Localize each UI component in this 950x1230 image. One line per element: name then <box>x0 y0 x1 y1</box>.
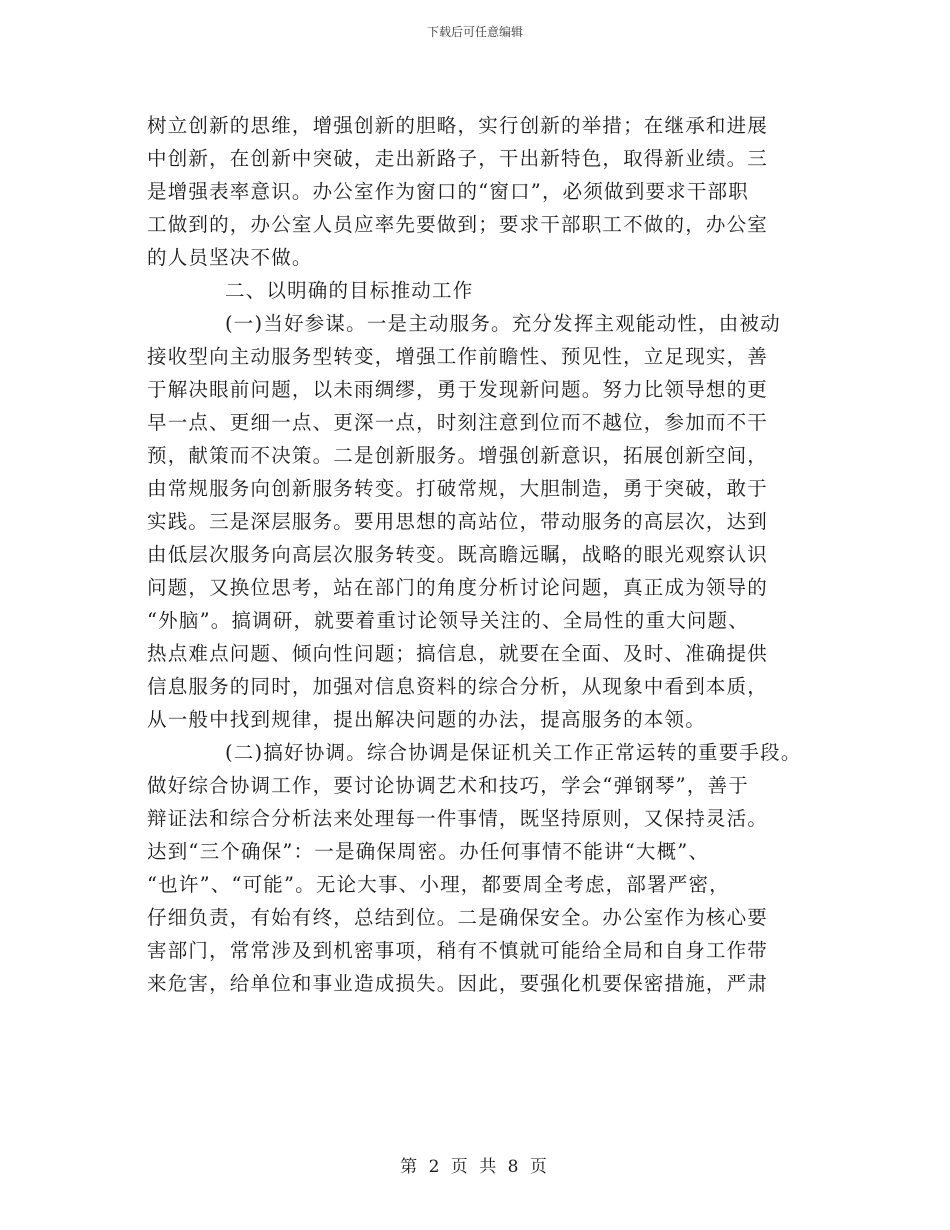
text-line: 接收型向主动服务型转变，增强工作前瞻性、预见性，立足现实，善 <box>147 345 769 368</box>
text-line: 从一般中找到规律，提出解决问题的办法，提高服务的本领。 <box>147 708 706 731</box>
text-line: 的人员坚决不做。 <box>147 246 313 269</box>
text-line: 工做到的，办公室人员应率先要做到；要求干部职工不做的，办公室 <box>147 213 769 236</box>
text-line: 实践。三是深层服务。要用思想的高站位，带动服务的高层次，达到 <box>147 510 769 533</box>
text-line: 早一点、更细一点、更深一点，时刻注意到位而不越位，参加而不干 <box>147 411 769 434</box>
text-line: 辩证法和综合分析法来处理每一件事情，既坚持原则，又保持灵活。 <box>147 807 769 830</box>
page-header-note: 下载后可任意编辑 <box>426 25 523 39</box>
text-line: “外脑”。搞调研，就要着重讨论领导关注的、全局性的重大问题、 <box>147 609 749 632</box>
paragraph-start-line: (一)当好参谋。一是主动服务。充分发挥主观能动性，由被动 <box>225 312 781 335</box>
text-line: 来危害，给单位和事业造成损失。因此，要强化机要保密措施，严肃 <box>147 972 769 995</box>
text-line: 中创新，在创新中突破，走出新路子，干出新特色，取得新业绩。三 <box>147 147 769 170</box>
text-line: 达到“三个确保”：一是确保周密。办任何事情不能讲“大概”、 <box>147 840 710 863</box>
text-line: 于解决眼前问题，以未雨绸缪，勇于发现新问题。努力比领导想的更 <box>147 378 769 401</box>
text-line: 仔细负责，有始有终，总结到位。二是确保安全。办公室作为核心要 <box>147 906 769 929</box>
text-line: 由低层次服务向高层次服务转变。既高瞻远瞩，战略的眼光观察认识 <box>147 543 769 566</box>
section-heading: 二、以明确的目标推动工作 <box>225 279 474 302</box>
text-line: 热点难点问题、倾向性问题；搞信息，就要在全面、及时、准确提供 <box>147 642 769 665</box>
page-number-footer: 第 2 页 共 8 页 <box>400 1157 550 1177</box>
text-line: 预，献策而不决策。二是创新服务。增强创新意识，拓展创新空间， <box>147 444 769 467</box>
text-line: 树立创新的思维，增强创新的胆略，实行创新的举措；在继承和进展 <box>147 114 769 137</box>
text-line: 问题，又换位思考，站在部门的角度分析讨论问题，真正成为领导的 <box>147 576 769 599</box>
text-line: 是增强表率意识。办公室作为窗口的“窗口”，必须做到要求干部职 <box>147 180 749 203</box>
document-body <box>147 109 827 1000</box>
text-line: 做好综合协调工作，要讨论协调艺术和技巧，学会“弹钢琴”，善于 <box>147 774 749 797</box>
text-line: “也许”、“可能”。无论大事、小理，都要周全考虑，部署严密， <box>147 873 730 896</box>
text-line: 害部门，常常涉及到机密事项，稍有不慎就可能给全局和自身工作带 <box>147 939 769 962</box>
text-line: 信息服务的同时，加强对信息资料的综合分析，从现象中看到本质， <box>147 675 769 698</box>
text-line: 由常规服务向创新服务转变。打破常规，大胆制造，勇于突破，敢于 <box>147 477 769 500</box>
paragraph-start-line: (二)搞好协调。综合协调是保证机关工作正常运转的重要手段。 <box>225 741 802 764</box>
